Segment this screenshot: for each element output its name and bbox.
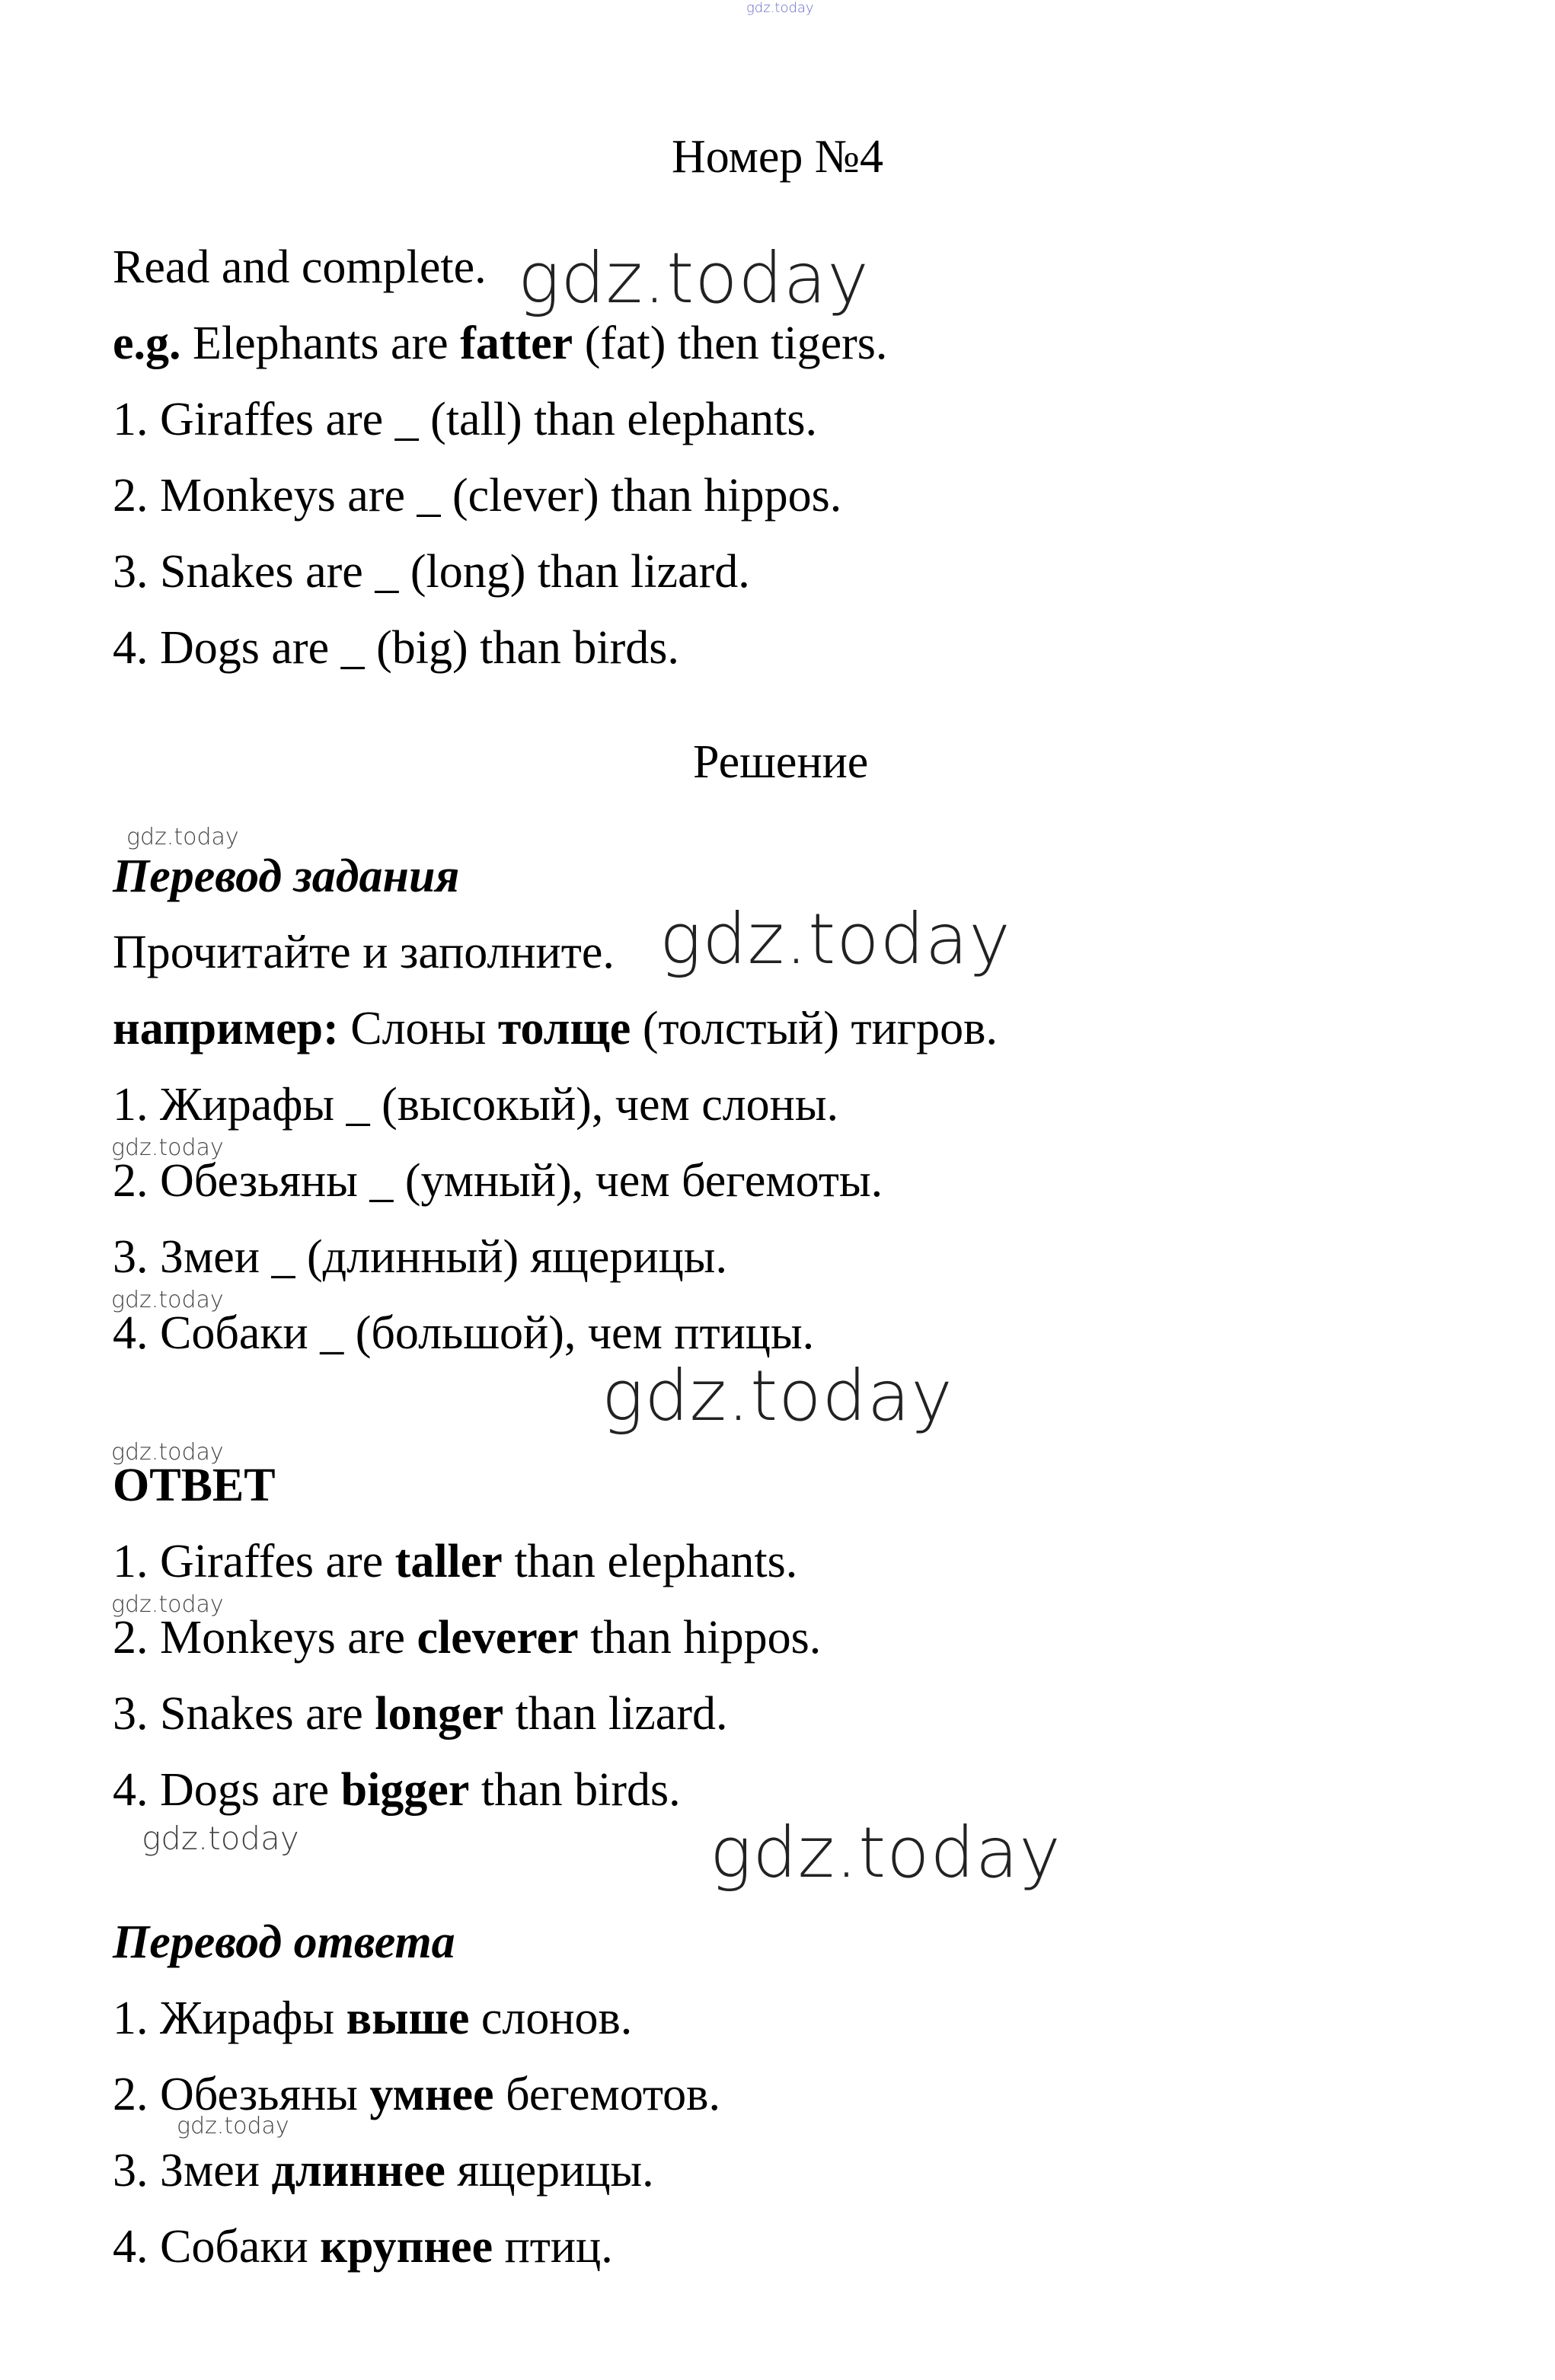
watermark: gdz.today: [142, 1820, 299, 1857]
answer-word: cleverer: [417, 1612, 579, 1664]
answer-item: [113, 1686, 727, 1741]
answer-item: [113, 1534, 797, 1589]
answer-text: 2. Monkeys are: [113, 1612, 417, 1664]
watermark: gdz.today: [659, 898, 1011, 980]
answer-text: 4. Dogs are: [113, 1764, 341, 1816]
watermark: gdz.today: [111, 1591, 224, 1618]
answer-item: [113, 1763, 681, 1817]
watermark: gdz.today: [710, 1812, 1062, 1893]
page-title: Номер №4: [672, 131, 884, 183]
answer-translation-item: [113, 1991, 632, 2046]
task-item: 3. Snakes are _ (long) than lizard.: [113, 546, 750, 598]
example-prefix: e.g.: [113, 317, 181, 369]
translation-heading: Перевод задания: [113, 850, 460, 902]
answer-word: taller: [394, 1536, 503, 1587]
task-example: [113, 316, 887, 371]
answer-text: ящерицы.: [445, 2145, 654, 2197]
answer-text: 2. Обезьяны: [113, 2069, 370, 2120]
answer-word: длиннее: [271, 2145, 445, 2197]
watermark: gdz.today: [111, 1439, 224, 1466]
example-text: (fat) then tigers.: [573, 317, 888, 369]
answer-word: умнее: [369, 2069, 494, 2120]
answer-text: than birds.: [469, 1764, 681, 1816]
example-answer: толще: [497, 1003, 631, 1054]
answer-text: than elephants.: [502, 1536, 798, 1587]
answer-text: птиц.: [493, 2221, 613, 2273]
translation-item: 1. Жирафы _ (высокый), чем слоны.: [113, 1079, 839, 1131]
watermark: gdz.today: [111, 1287, 224, 1313]
example-text: (толстый) тигров.: [631, 1003, 998, 1054]
watermark: gdz.today: [518, 238, 870, 319]
watermark: gdz.today: [126, 824, 239, 850]
answer-text: 1. Giraffes are: [113, 1536, 395, 1587]
example-prefix: например:: [113, 1003, 339, 1054]
watermark: gdz.today: [602, 1355, 953, 1437]
task-instruction: Read and complete.: [113, 241, 487, 293]
answer-text: 4. Собаки: [113, 2221, 321, 2273]
answer-item: [113, 1610, 821, 1665]
answer-text: слонов.: [469, 1992, 633, 2044]
answer-translation-heading: Перевод ответа: [113, 1916, 455, 1968]
example-text: Elephants are: [180, 317, 461, 369]
answer-translation-item: [113, 2219, 613, 2274]
task-item: 1. Giraffes are _ (tall) than elephants.: [113, 394, 818, 445]
task-item: 2. Monkeys are _ (clever) than hippos.: [113, 470, 842, 522]
answer-text: than hippos.: [578, 1612, 822, 1664]
solution-title: Решение: [693, 736, 869, 788]
answer-text: бегемотов.: [493, 2069, 720, 2120]
answer-word: bigger: [340, 1764, 470, 1816]
watermark: gdz.today: [111, 1134, 224, 1161]
example-text: Слоны: [338, 1003, 498, 1054]
answer-text: 1. Жирафы: [113, 1992, 346, 2044]
answer-text: 3. Змеи: [113, 2145, 272, 2197]
translation-item: 4. Собаки _ (большой), чем птицы.: [113, 1307, 815, 1359]
task-item: 4. Dogs are _ (big) than birds.: [113, 622, 679, 674]
translation-example: [113, 1001, 998, 1056]
watermark: gdz.today: [177, 2113, 289, 2139]
example-answer: fatter: [460, 317, 573, 369]
translation-instruction: Прочитайте и заполните.: [113, 927, 615, 978]
answer-text: than lizard.: [503, 1688, 728, 1740]
answer-translation-item: [113, 2143, 654, 2198]
answer-word: longer: [375, 1688, 504, 1740]
answer-text: 3. Snakes are: [113, 1688, 375, 1740]
answer-word: выше: [346, 1992, 470, 2044]
translation-item: 3. Змеи _ (длинный) ящерицы.: [113, 1231, 727, 1283]
top-watermark: gdz.today: [746, 0, 814, 16]
answer-heading: ОТВЕТ: [113, 1460, 276, 1511]
translation-item: 2. Обезьяны _ (умный), чем бегемоты.: [113, 1155, 883, 1207]
answer-word: крупнее: [320, 2221, 493, 2273]
